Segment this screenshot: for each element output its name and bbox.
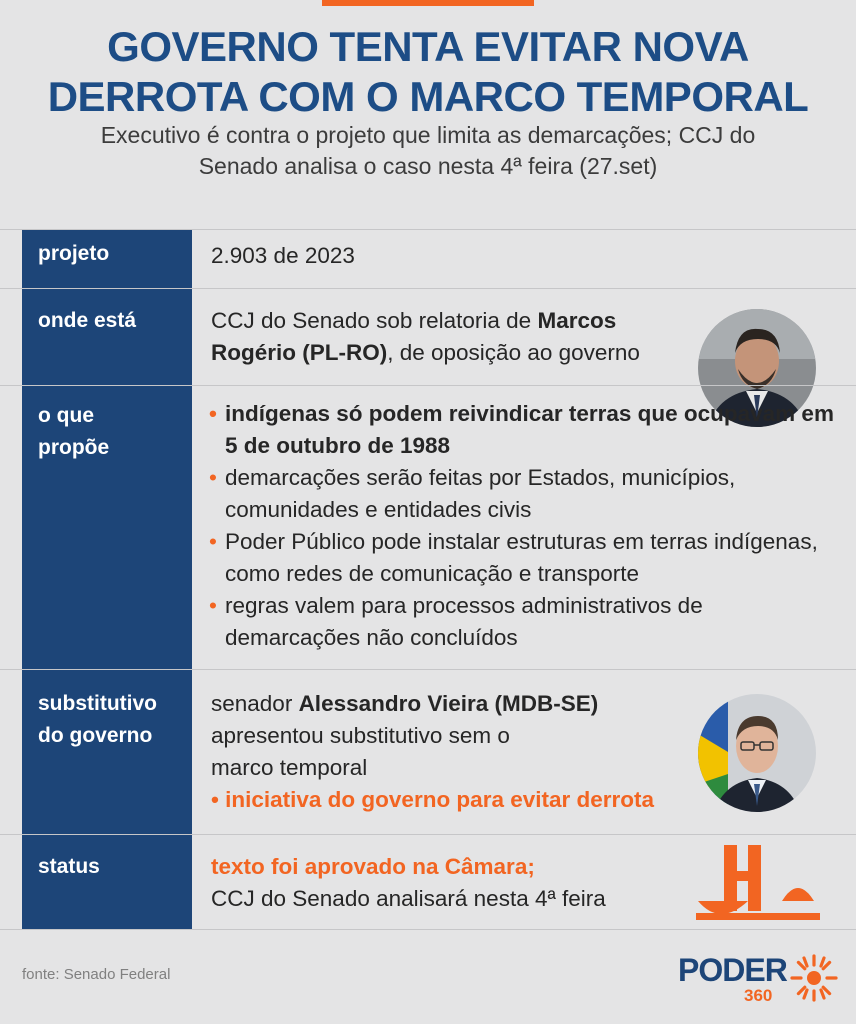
title-line-2: DERROTA COM O MARCO TEMPORAL bbox=[47, 73, 809, 120]
source-note: fonte: Senado Federal bbox=[22, 966, 171, 983]
top-accent-bar bbox=[322, 0, 534, 6]
bullet-icon: • bbox=[209, 593, 217, 618]
onde-relator: Marcos Rogério (PL-RO) bbox=[211, 308, 617, 365]
status-text: CCJ do Senado analisará nesta 4ª feira bbox=[211, 886, 606, 911]
congress-icon bbox=[696, 841, 820, 929]
substitutivo-highlight-text: iniciativa do governo para evitar derrota bbox=[225, 787, 655, 812]
row-onde-esta bbox=[0, 288, 856, 385]
label-propoe-line-2: propõe bbox=[38, 436, 110, 459]
logo-number: 360 bbox=[744, 986, 773, 1005]
senator-photo bbox=[698, 694, 816, 812]
substitutivo-highlight: • iniciativa do governo para evitar derrota bbox=[211, 787, 655, 812]
bullet-icon: • bbox=[209, 401, 217, 426]
info-table bbox=[0, 229, 856, 930]
substitutivo-text-3: marco temporal bbox=[211, 755, 368, 780]
title-line-1: GOVERNO TENTA EVITAR NOVA bbox=[107, 23, 749, 70]
substitutivo-text-1: senador bbox=[211, 691, 299, 716]
onde-text-1: CCJ do Senado sob relatoria de bbox=[211, 308, 538, 333]
sun-icon bbox=[790, 954, 838, 1002]
substitutivo-senator: Alessandro Vieira (MDB-SE) bbox=[298, 691, 599, 716]
label-projeto: projeto bbox=[22, 230, 192, 288]
proposal-item bbox=[209, 462, 836, 526]
label-substitutivo bbox=[22, 670, 192, 834]
label-status: status bbox=[22, 835, 192, 929]
substitutivo-author bbox=[211, 688, 686, 720]
proposal-text: regras valem para processos administrativos de demarcações não concluídos bbox=[225, 593, 703, 650]
proposal-text: Poder Público pode instalar estruturas em terras indígenas, como redes de comunicação e transporte bbox=[225, 529, 818, 586]
page-title bbox=[0, 22, 856, 122]
label-onde-esta: onde está bbox=[22, 289, 192, 385]
status-highlight: texto foi aprovado na Câmara; bbox=[211, 854, 535, 879]
label-propoe-line-1: o que bbox=[38, 404, 94, 427]
proposal-item bbox=[209, 590, 836, 654]
proposal-item bbox=[209, 398, 836, 462]
proposal-text: indígenas só podem reivindicar terras que ocupavam em 5 de outubro de 1988 bbox=[225, 401, 834, 458]
row-o-que-propoe bbox=[0, 385, 856, 669]
bullet-icon: • bbox=[209, 529, 217, 554]
value-onde-esta bbox=[211, 305, 686, 369]
row-status bbox=[0, 834, 856, 930]
onde-text-2: , de oposição ao governo bbox=[387, 340, 640, 365]
row-substitutivo bbox=[0, 669, 856, 834]
page-subtitle bbox=[0, 120, 856, 182]
value-projeto: 2.903 de 2023 bbox=[211, 243, 355, 268]
label-substitutivo-line-1: substitutivo bbox=[38, 692, 157, 715]
logo-word: PODER bbox=[678, 952, 787, 988]
label-substitutivo-line-2: do governo bbox=[38, 724, 153, 747]
substitutivo-text-2: apresentou substitutivo sem o bbox=[211, 723, 510, 748]
proposal-item bbox=[209, 526, 836, 590]
label-o-que-propoe bbox=[22, 386, 192, 669]
value-substitutivo bbox=[211, 688, 686, 816]
proposal-text: demarcações serão feitas por Estados, municípios, comunidades e entidades civis bbox=[225, 465, 736, 522]
proposal-list bbox=[209, 398, 836, 654]
subtitle-line-2: Senado analisa o caso nesta 4ª feira (27.set) bbox=[198, 153, 658, 179]
poder360-logo bbox=[678, 952, 838, 1012]
bullet-icon: • bbox=[209, 465, 217, 490]
subtitle-line-1: Executivo é contra o projeto que limita as demarcações; CCJ do bbox=[100, 122, 756, 148]
row-projeto bbox=[0, 229, 856, 288]
